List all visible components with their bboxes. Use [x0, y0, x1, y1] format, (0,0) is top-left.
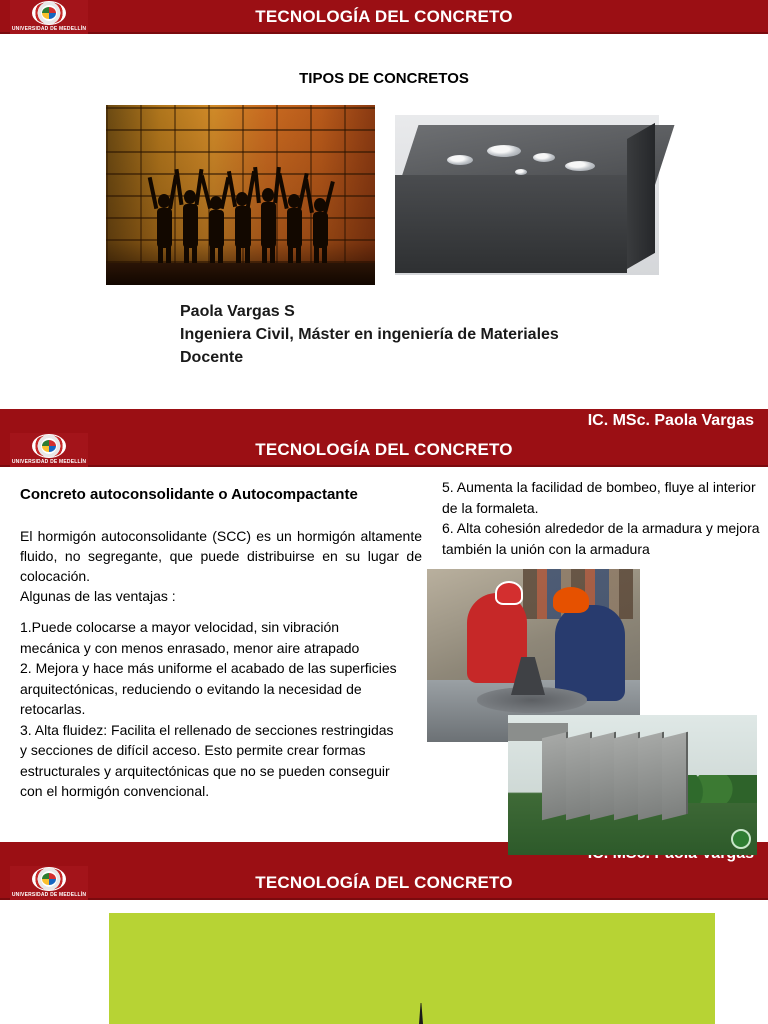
structure-fold [662, 732, 688, 820]
water-drop-icon [515, 169, 527, 175]
structure-fold [590, 732, 616, 820]
block-front-face [395, 175, 627, 273]
water-drop-icon [565, 161, 595, 171]
water-drop-icon [533, 153, 555, 162]
advantage-item: 6. Alta cohesión alrededor de la armadura y mejora también la unión con la armadura [442, 520, 760, 557]
slide-header [0, 866, 768, 900]
slide-footer [0, 409, 768, 433]
slide-3 [0, 866, 768, 1024]
intro-text: El hormigón autoconsolidante (SCC) es un hormigón altamente fluido, no segregante, que puede distribuirse en su lugar de colocación. [20, 528, 422, 584]
hard-hat-icon [553, 587, 589, 613]
water-drop-icon [447, 155, 473, 165]
advantage-item: 2. Mejora y hace más uniforme el acabado de las superficies arquitectónicas, reduciendo o evitando la necesidad de retocarlas. [20, 660, 397, 717]
footer-text: IC. MSc. Paola Vargas [587, 412, 754, 429]
block-side-face [627, 123, 655, 269]
slide-title: TECNOLOGÍA DEL CONCRETO [255, 873, 513, 892]
ground-strip [106, 263, 375, 285]
slide-2 [0, 433, 768, 866]
structure-fold [638, 732, 664, 820]
slide-title: TECNOLOGÍA DEL CONCRETO [255, 7, 513, 26]
slide-header [0, 0, 768, 34]
advantages-label: Algunas de las ventajas : [20, 588, 176, 604]
slide-1 [0, 0, 768, 433]
author-block [180, 300, 559, 369]
advantage-item: 5. Aumenta la facilidad de bombeo, fluye al interior de la formaleta. [442, 479, 756, 516]
intro-paragraph [20, 526, 422, 606]
silhouettes-icon [146, 159, 346, 267]
author-name: Paola Vargas S [180, 303, 295, 320]
folded-concrete-structure-image [508, 715, 757, 855]
hard-hat-icon [495, 581, 523, 605]
logo-text: UNIVERSIDAD DE MEDELLÍN [11, 892, 87, 898]
plant-stem-icon [419, 1003, 423, 1024]
slide-header [0, 433, 768, 467]
structure-fold [542, 732, 568, 820]
slide-subtitle: TIPOS DE CONCRETOS [299, 70, 469, 87]
advantages-list-continued [442, 477, 762, 559]
slide-title: TECNOLOGÍA DEL CONCRETO [255, 440, 513, 459]
concrete-block-image [395, 115, 659, 275]
structure-fold [614, 732, 640, 820]
logo-text: UNIVERSIDAD DE MEDELLÍN [11, 459, 87, 465]
logo-text: UNIVERSIDAD DE MEDELLÍN [11, 26, 87, 32]
advantage-item: 3. Alta fluidez: Facilita el rellenado de secciones restringidas y secciones de difícil acceso. Esto permite crear formas estructurales y arquitectónicas que no se pueden conseguir con el hormigón convencional. [20, 721, 394, 799]
advantages-list [20, 617, 400, 802]
author-role: Docente [180, 349, 244, 366]
advantage-item: 1.Puede colocarse a mayor velocidad, sin vibración mecánica y con menos enrasado, menor aire atrapado [20, 619, 360, 656]
people-silhouette-image [106, 105, 375, 285]
water-drop-icon [487, 145, 521, 157]
author-credentials: Ingeniera Civil, Máster en ingeniería de Materiales [180, 326, 559, 343]
structure-fold [566, 732, 592, 820]
watermark-badge-icon [731, 829, 751, 849]
green-image-panel [109, 913, 715, 1024]
section-heading: Concreto autoconsolidante o Autocompactante [20, 486, 358, 503]
